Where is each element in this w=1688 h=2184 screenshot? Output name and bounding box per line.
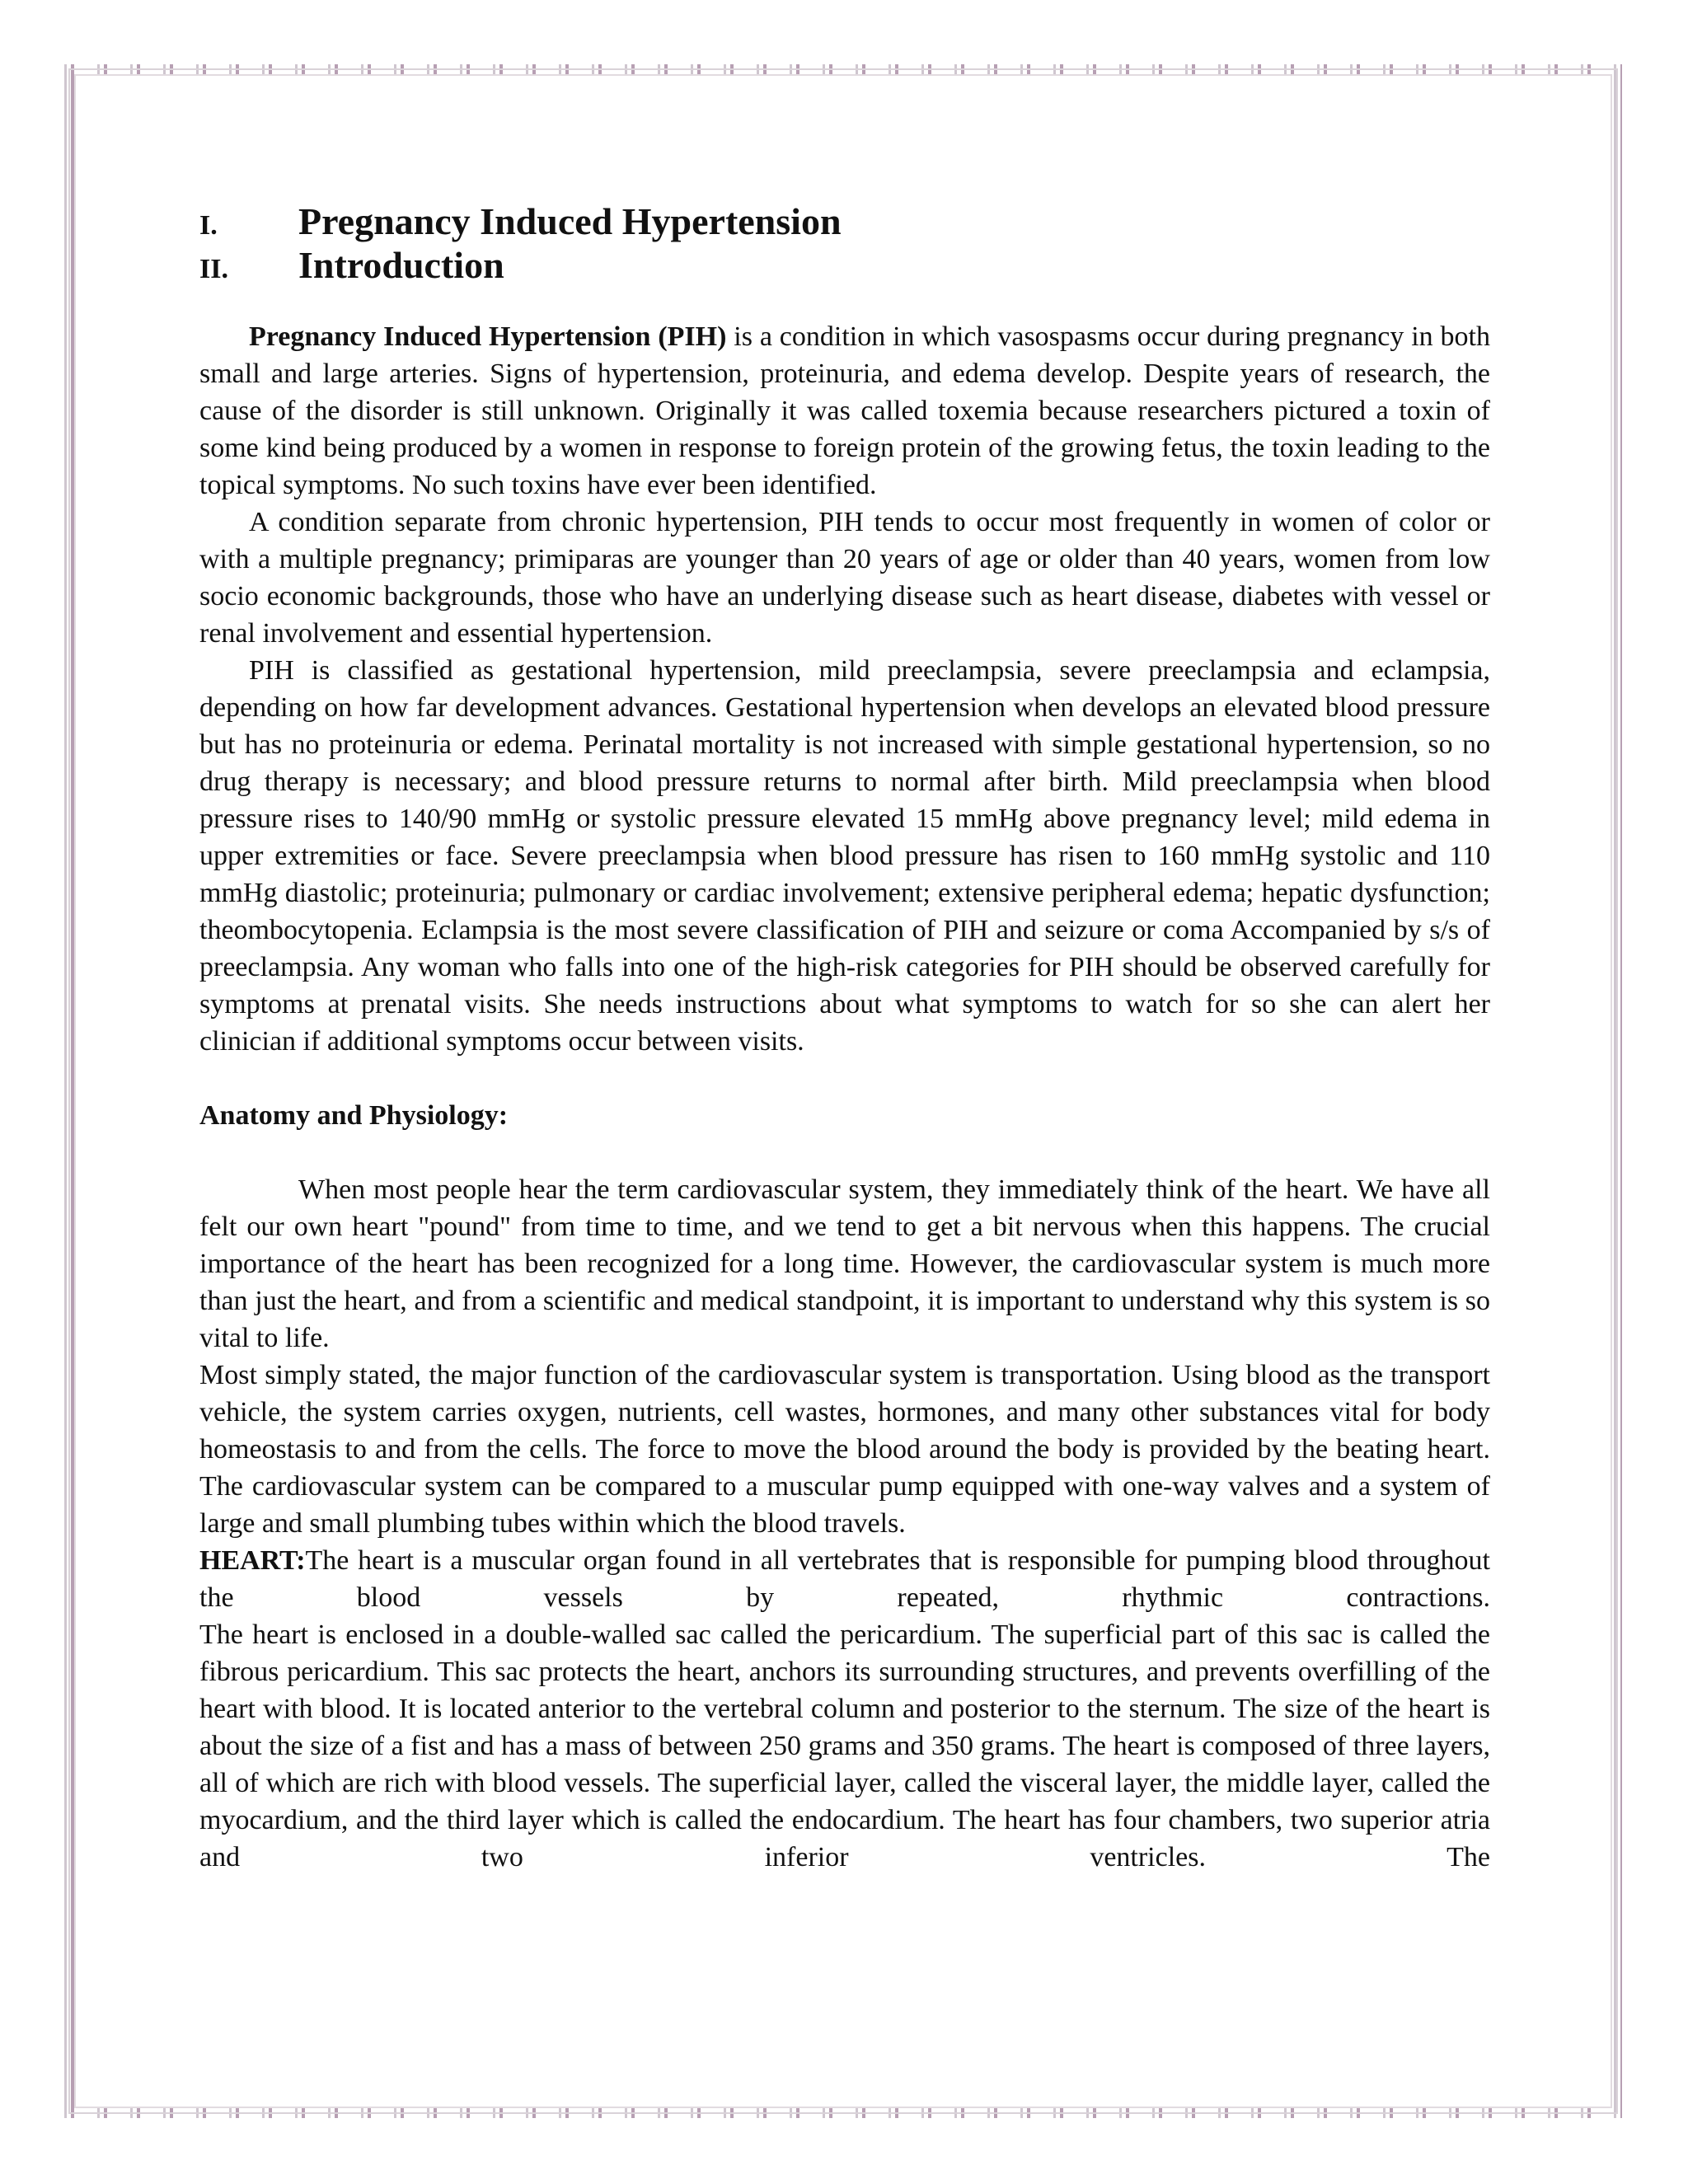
paragraph-classification: PIH is classified as gestational hypertension, mild preeclampsia, severe preeclampsia and eclampsia, depending on how far development advances. Gestational hypertension when develops an elevated blood pressure but has no proteinuria or edema. Perinatal mortality is not increased with simple gestational hypertension, so no drug therapy is necessary; and blood pressure returns to normal after birth. Mild preeclampsia when blood pressure rises to 140/90 mmHg or systolic pressure elevated 15 mmHg above pregnancy level; mild edema in upper extremities or face. Severe preeclampsia when blood pressure has risen to 160 mmHg systolic and 110 mmHg diastolic; proteinuria; pulmonary or cardiac involvement; extensive peripheral edema; hepatic dysfunction; theombocytopenia. Eclampsia is the most severe classification of PIH and seizure or coma Accompanied by s/s of preeclampsia. Any woman who falls into one of the high-risk categories for PIH should be observed carefully for symptoms at prenatal visits. She needs instructions about what symptoms to watch for so she can alert her clinician if additional symptoms occur between visits. [199,655,1490,1057]
paragraph-cardiovascular-function: Most simply stated, the major function of the cardiovascular system is transportation. Using blood as the transport vehicle, the system carries oxygen, nutrients, cell wastes, hormones, and many other substances vital for body homeostasis to and from the cells. The force to move the blood around the body is provided by the beating heart. The cardiovascular system can be compared to a muscular pump equipped with one-way valves and a system of large and small plumbing tubes within which the blood travels. [199,1360,1490,1539]
paragraph-text: The heart is a muscular organ found in all vertebrates that is responsible for pumping blood throughout the blood vessels by repeated, rhythmic contractions. [199,1545,1490,1613]
heading-title: Introduction [298,244,504,286]
subheading-anatomy: Anatomy and Physiology: [199,1100,509,1131]
heading-numeral: II. [199,254,228,284]
paragraph-heart-structure: The heart is enclosed in a double-walled sac called the pericardium. The superficial part of this sac is called the fibrous pericardium. This sac protects the heart, anchors its surrounding structures, and prevents overfilling of the heart with blood. It is located anterior to the vertebral column and posterior to the sternum. The size of the heart is about the size of a fist and has a mass of between 250 grams and 350 grams. The heart is composed of three layers, all of which are rich with blood vessels. The superficial layer, called the visceral layer, the middle layer, called the myocardium, and the third layer which is called the endocardium. The heart has four chambers, two superior atria and two inferior ventricles. The [199,1619,1490,1872]
paragraph-heart-definition [199,1542,1490,1616]
pih-term: Pregnancy Induced Hypertension (PIH) [249,321,727,352]
heading-introduction [199,243,1490,287]
paragraph-pih-definition [199,318,1490,504]
heading-pih [199,199,1490,243]
document-body [199,196,1490,1876]
paragraph-risk-factors: A condition separate from chronic hypertension, PIH tends to occur most frequently in women of color or with a multiple pregnancy; primiparas are younger than 20 years of age or older than 40 years, women from low socio economic backgrounds, those who have an underlying disease such as heart disease, diabetes with vessel or renal involvement and essential hypertension. [199,507,1490,649]
paragraph-cardiovascular-intro: When most people hear the term cardiovascular system, they immediately think of the heart. We have all felt our own heart "pound" from time to time, and we tend to get a bit nervous when this happens. The crucial importance of the heart has been recognized for a long time. However, the cardiovascular system is much more than just the heart, and from a scientific and medical standpoint, it is important to understand why this system is so vital to life. [199,1174,1490,1353]
paragraph-text: is a condition in which vasospasms occur during pregnancy in both small and large arteries. Signs of hypertension, proteinuria, and edema develop. Despite years of research, the cause of the disorder is still unknown. Originally it was called toxemia because researchers pictured a toxin of some kind being produced by a women in response to foreign protein of the growing fetus, the toxin leading to the topical symptoms. No such toxins have ever been identified. [199,321,1490,500]
heading-title: Pregnancy Induced Hypertension [298,200,842,242]
heart-label: HEART: [199,1545,306,1576]
heading-numeral: I. [199,210,218,241]
